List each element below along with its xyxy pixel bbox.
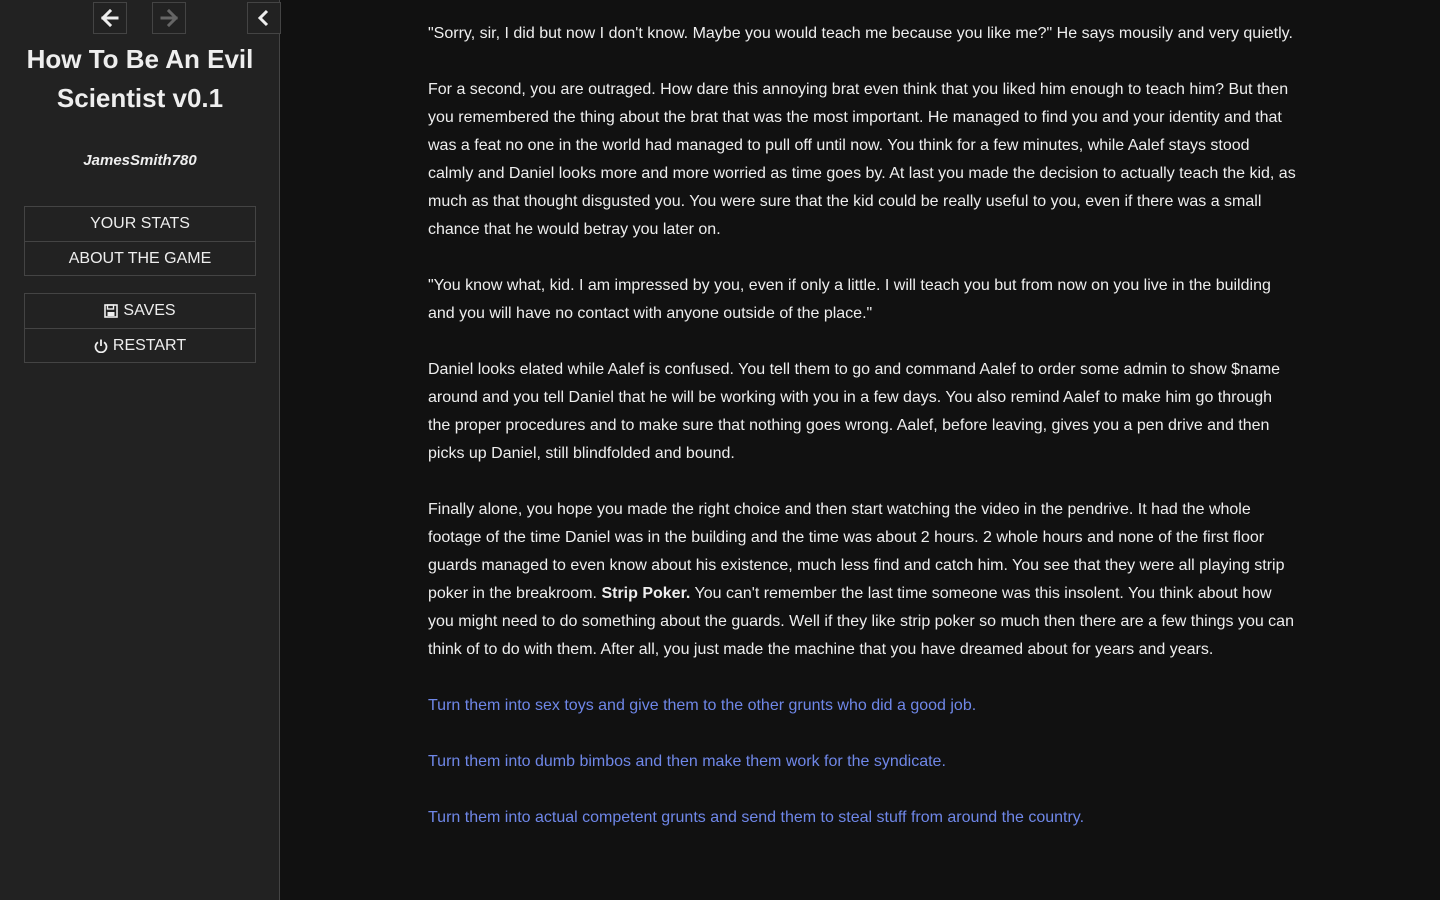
- passage-paragraph: [428, 496, 1298, 664]
- saves-button[interactable]: [25, 294, 255, 328]
- passage-paragraph: "Sorry, sir, I did but now I don't know. Maybe you would teach me because you like me?" He says mousily and very quietly.: [428, 25, 1293, 42]
- arrow-left-icon: [101, 9, 119, 27]
- choice-link-sex-toys[interactable]: Turn them into sex toys and give them to the other grunts who did a good job.: [428, 697, 977, 714]
- story-menu: [24, 206, 256, 276]
- chevron-left-icon: [256, 9, 272, 27]
- emphasis-text: Strip Poker.: [601, 585, 691, 602]
- choice-link-competent-grunts[interactable]: Turn them into actual competent grunts and send them to steal stuff from around the country.: [428, 809, 1085, 826]
- sidebar: [0, 0, 280, 900]
- passage-paragraph: "You know what, kid. I am impressed by you, even if only a little. I will teach you but from now on you live in the building and you will have no contact with anyone outside of the place.": [428, 277, 1271, 322]
- sidebar-toggle-button[interactable]: [247, 2, 281, 34]
- floppy-disk-icon: [104, 304, 118, 318]
- paragraph-text: Finally alone, you hope you made the right choice and then start watching the video in the pendrive. It had the whole footage of the time Daniel was in the building and the time was about 2 hours. 2 whole hours and none of the first floor guards managed to even know about his existence, much less find and catch him. You see that they were all playing strip poker in the breakroom.: [428, 501, 1285, 602]
- choice-item: [428, 692, 1298, 720]
- menu-item-label: RESTART: [112, 336, 187, 354]
- passage-paragraph: For a second, you are outraged. How dare this annoying brat even think that you liked him enough to teach him? But then you remembered the thing about the brat that was the most important. He managed to find you and your identity and that was a feat no one in the world had managed to pull off until now. You think for a few minutes, while Aalef stays stood calmly and Daniel looks more and more worried as time goes by. At last you made the decision to actually teach the kid, as much as that thought disgusted you. You were sure that the kid could be really useful to you, even if there was a small chance that he would betray you later on.: [428, 81, 1296, 238]
- history-forward-button[interactable]: [152, 2, 186, 34]
- passage-paragraph: Daniel looks elated while Aalef is confused. You tell them to go and command Aalef to order some admin to show $name around and you tell Daniel that he will be working with you in a few days. You also remind Aalef to make him go through the proper procedures and to make sure that nothing goes wrong. Aalef, before leaving, gives you a pen drive and then picks up Daniel, still blindfolded and bound.: [428, 361, 1281, 462]
- your-stats-button[interactable]: [25, 207, 255, 241]
- menu-item-label: YOUR STATS: [90, 215, 190, 232]
- history-back-button[interactable]: [93, 2, 127, 34]
- choice-item: [428, 748, 1298, 776]
- choice-item: [428, 804, 1298, 832]
- choice-link-bimbos[interactable]: Turn them into dumb bimbos and then make them work for the syndicate.: [428, 753, 946, 770]
- core-menu: [24, 293, 256, 363]
- story-title: How To Be An Evil Scientist v0.1: [26, 44, 254, 113]
- history-controls: [0, 2, 280, 36]
- restart-button[interactable]: [25, 328, 255, 362]
- about-the-game-button[interactable]: [25, 241, 255, 275]
- passage: [428, 20, 1298, 860]
- paragraph-text: You can't remember the last time someone was this insolent. You think about how you might need to do something about the guards. Well if they like strip poker so much then there are a few things you can think of to do with them. After all, you just made the machine that you have dreamed about for years and years.: [428, 585, 1294, 658]
- power-icon: [94, 339, 108, 353]
- menu-item-label: ABOUT THE GAME: [68, 249, 212, 267]
- story-banner: [0, 40, 280, 118]
- story-author: JamesSmith780: [83, 152, 197, 169]
- arrow-right-icon: [160, 9, 178, 27]
- menu-item-label: SAVES: [123, 302, 176, 319]
